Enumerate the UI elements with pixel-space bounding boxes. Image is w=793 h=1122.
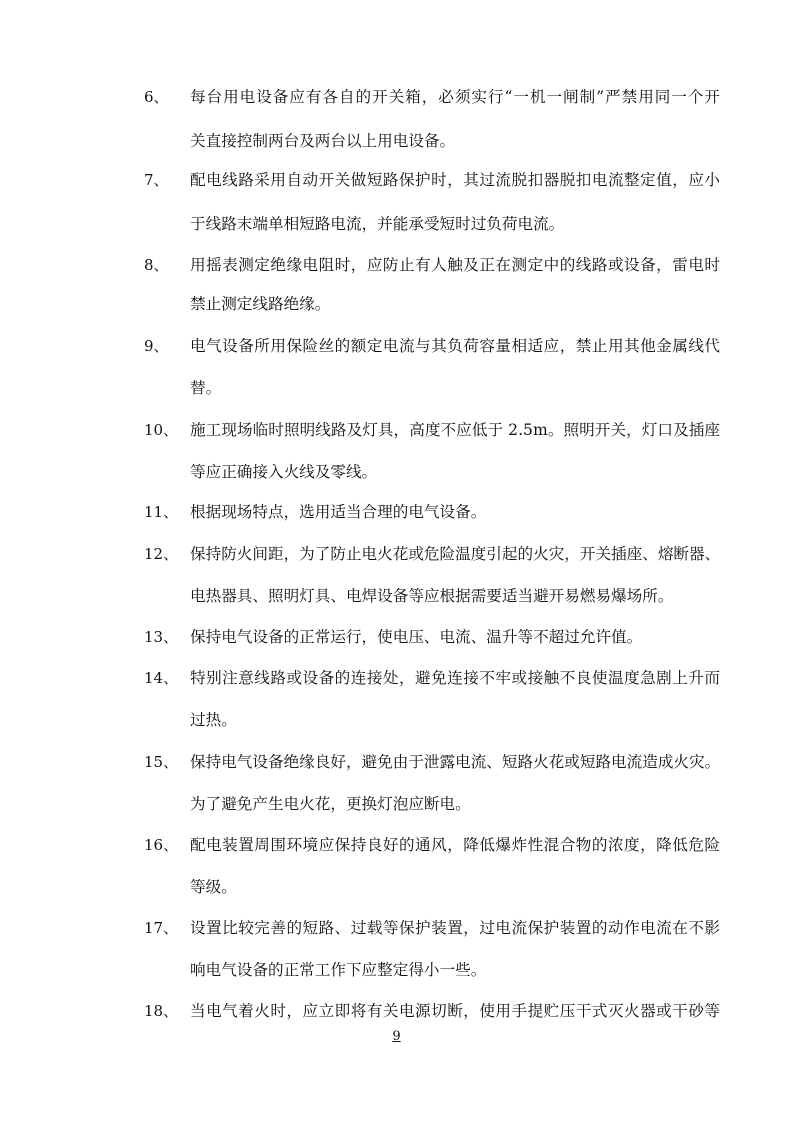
item-number: 10、: [144, 421, 179, 439]
item-text-line: 保持电气设备的正常运行，使电压、电流、温升等不超过允许值。: [190, 628, 643, 646]
page-number: 9: [392, 1029, 401, 1044]
item-text-line: 配电线路采用自动开关做短路保护时，其过流脱扣器脱扣电流整定值，应小: [190, 171, 720, 189]
item-text-line: 当电气着火时，应立即将有关电源切断，使用手提贮压干式灭火器或干砂等: [190, 1002, 720, 1020]
item-text-line: 电热器具、照明灯具、电焊设备等应根据需要适当避开易燃易爆场所。: [190, 587, 674, 605]
item-number: 9、: [144, 337, 169, 355]
item-text-line: 响电气设备的正常工作下应整定得小一些。: [190, 961, 487, 979]
item-number: 17、: [144, 919, 179, 937]
item-text-line: 设置比较完善的短路、过载等保护装置，过电流保护装置的动作电流在不影: [190, 919, 720, 937]
item-text-line: 用摇表测定绝缘电阻时，应防止有人触及正在测定中的线路或设备，雷电时: [190, 256, 720, 274]
item-text-line: 施工现场临时照明线路及灯具，高度不应低于 2.5m。照明开关，灯口及插座: [190, 421, 720, 439]
item-number: 16、: [144, 836, 179, 854]
item-text-line: 特别注意线路或设备的连接处，避免连接不牢或接触不良使温度急剧上升而: [190, 669, 720, 687]
item-number: 12、: [144, 545, 179, 563]
item-text-line: 为了避免产生电火花，更换灯泡应断电。: [190, 795, 471, 813]
item-number: 7、: [144, 171, 169, 189]
item-number: 13、: [144, 628, 179, 646]
item-text-line: 禁止测定线路绝缘。: [190, 295, 331, 313]
item-number: 8、: [144, 256, 169, 274]
item-text-line: 电气设备所用保险丝的额定电流与其负荷容量相适应，禁止用其他金属线代: [190, 337, 720, 355]
item-text-line: 保持电气设备绝缘良好，避免由于泄露电流、短路火花或短路电流造成火灾。: [190, 753, 721, 771]
item-number: 11、: [144, 503, 179, 521]
item-number: 6、: [144, 88, 169, 106]
item-text-line: 等应正确接入火线及零线。: [190, 463, 378, 481]
item-number: 15、: [144, 753, 179, 771]
item-text-line: 保持防火间距，为了防止电火花或危险温度引起的火灾，开关插座、熔断器、: [190, 545, 721, 563]
item-text-line: 等级。: [190, 878, 237, 896]
item-text-line: 每台用电设备应有各自的开关箱，必须实行“一机一闸制”严禁用同一个开: [190, 88, 720, 106]
item-number: 18、: [144, 1002, 179, 1020]
item-text-line: 替。: [190, 379, 222, 397]
item-text-line: 于线路末端单相短路电流，并能承受短时过负荷电流。: [190, 215, 565, 233]
item-text-line: 过热。: [190, 711, 237, 729]
item-text-line: 配电装置周围环境应保持良好的通风，降低爆炸性混合物的浓度，降低危险: [190, 836, 720, 854]
item-text-line: 关直接控制两台及两台以上用电设备。: [190, 132, 456, 150]
item-number: 14、: [144, 669, 179, 687]
item-text-line: 根据现场特点，选用适当合理的电气设备。: [190, 503, 487, 521]
